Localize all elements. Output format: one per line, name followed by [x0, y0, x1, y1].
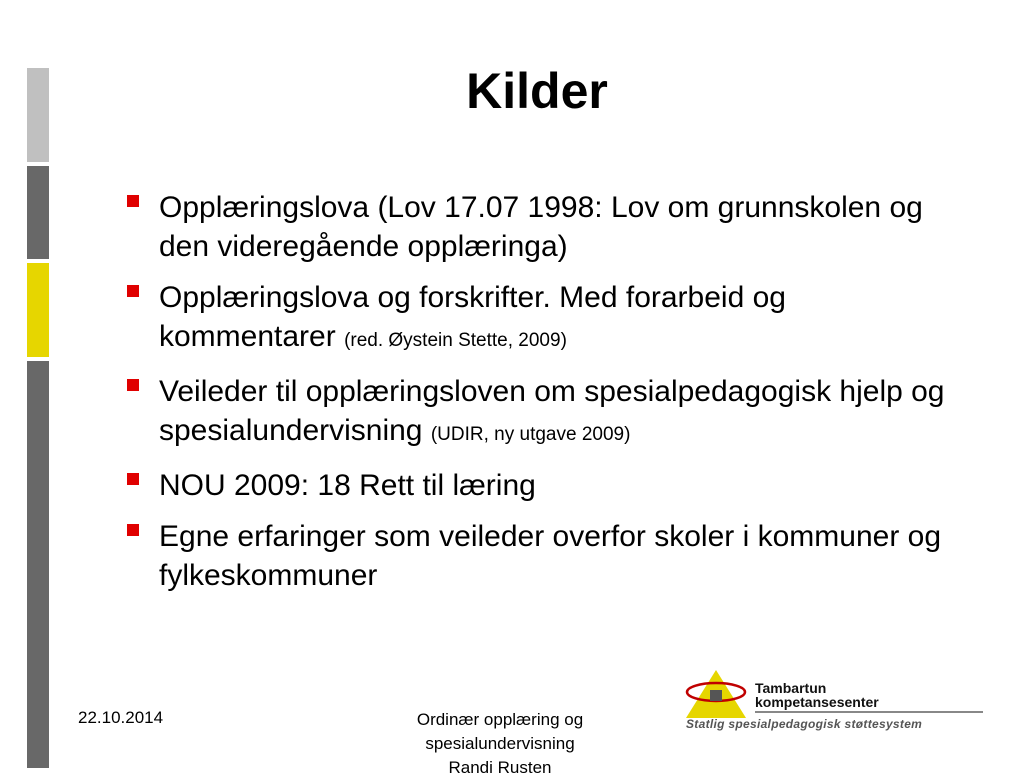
bullet-text: Veileder til opplæringsloven om spesialpedagogisk hjelp og spesialundervisning: [159, 375, 945, 447]
footer-line-1: Ordinær opplæring og: [416, 710, 584, 729]
logo-name-line-2: kompetansesenter: [755, 694, 879, 710]
bullet-item: [125, 188, 955, 266]
square-bullet-icon: [127, 473, 139, 485]
bullet-item: [125, 466, 955, 505]
bullet-item: [125, 372, 955, 454]
square-bullet-icon: [127, 524, 139, 536]
bullet-note: (red. Øystein Stette, 2009): [344, 330, 567, 351]
footer-line-3: Randi Rusten: [448, 758, 552, 777]
bullet-text: NOU 2009: 18 Rett til læring: [159, 469, 536, 502]
slide-title: Kilder: [466, 63, 608, 119]
bullet-item: [125, 517, 955, 595]
logo-name: [755, 681, 879, 709]
bullet-text: Opplæringslova (Lov 17.07 1998: Lov om grunnskolen og den videregående opplæringa): [159, 191, 923, 263]
bullet-text: Opplæringslova og forskrifter. Med forarbeid og kommentarer: [159, 281, 786, 353]
bullet-note: (UDIR, ny utgave 2009): [430, 424, 631, 445]
logo-name-line-1: Tambartun: [755, 680, 827, 696]
bullet-list: [125, 188, 955, 607]
side-bar-segment-dark: [27, 166, 49, 259]
square-bullet-icon: [127, 285, 139, 297]
footer-center-text: [380, 708, 620, 780]
bullet-item: [125, 278, 955, 360]
logo-square: [710, 690, 722, 701]
footer-line-2: spesialundervisning: [425, 734, 575, 753]
footer-date: 22.10.2014: [78, 708, 164, 727]
logo-tagline: Statlig spesialpedagogisk støttesystem: [686, 717, 923, 731]
square-bullet-icon: [127, 195, 139, 207]
bullet-text: Egne erfaringer som veileder overfor skoler i kommuner og fylkeskommuner: [159, 520, 942, 592]
square-bullet-icon: [127, 379, 139, 391]
logo-divider: [755, 711, 983, 713]
side-bar-segment-dark-lower: [27, 361, 49, 768]
side-bar-segment-yellow: [27, 263, 49, 357]
